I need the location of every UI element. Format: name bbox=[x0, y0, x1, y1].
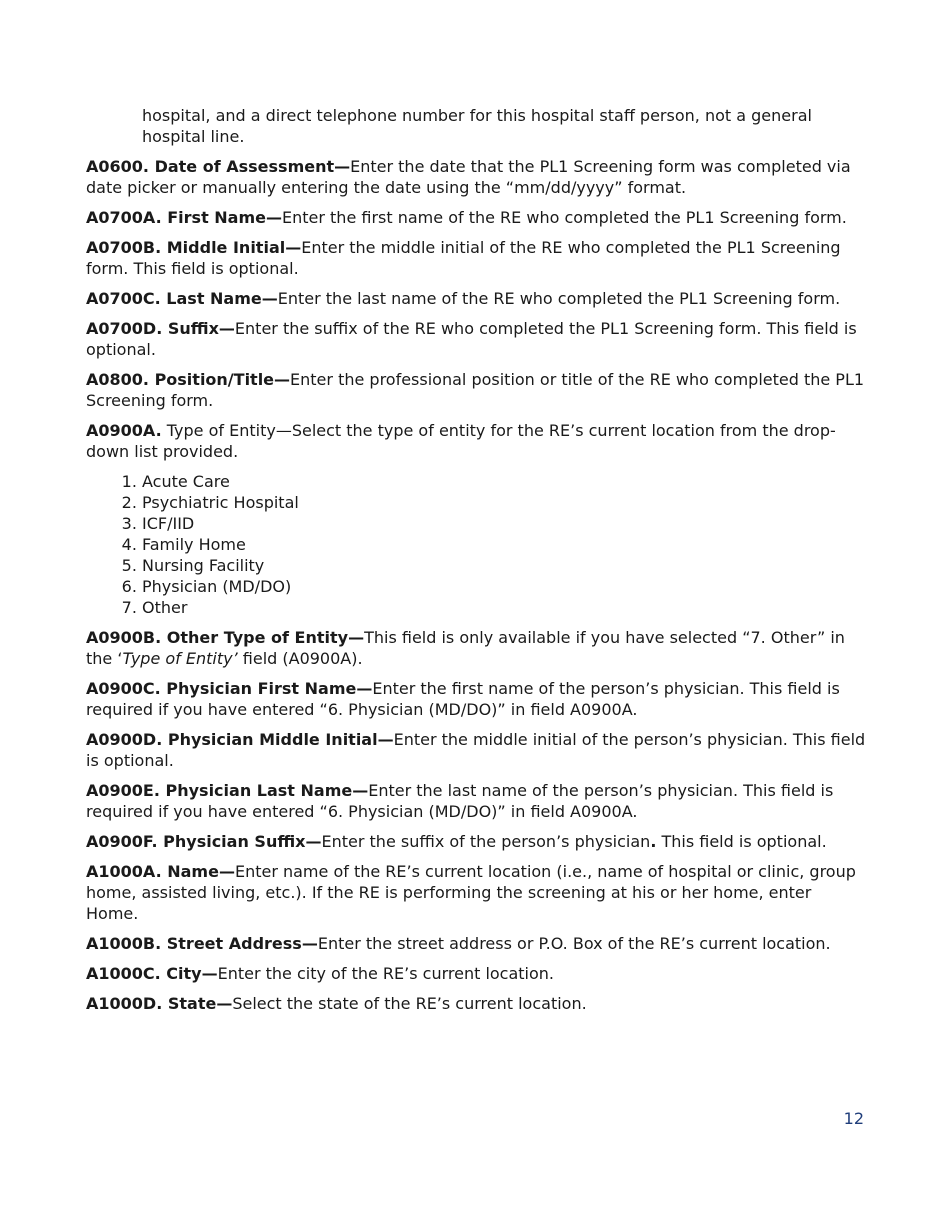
bold-period: . bbox=[650, 832, 657, 851]
field-label: A0700D. Suffix— bbox=[86, 319, 235, 338]
field-a0900d bbox=[86, 729, 866, 771]
field-description: Enter the middle initial of the RE who completed the PL1 Screening form. This field is optional. bbox=[86, 238, 841, 278]
field-a0700a bbox=[86, 207, 866, 228]
field-description: Enter the street address or P.O. Box of the RE’s current location. bbox=[317, 934, 831, 953]
field-description: Enter name of the RE’s current location (i.e., name of hospital or clinic, group home, assisted living, etc.). If the RE is performing the screening at his or her home, enter Home. bbox=[86, 862, 856, 923]
field-label: A0900C. Physician First Name— bbox=[86, 679, 373, 698]
field-label: A0700C. Last Name— bbox=[86, 289, 278, 308]
field-description: Enter the first name of the RE who completed the PL1 Screening form. bbox=[282, 208, 847, 227]
continuation-paragraph: hospital, and a direct telephone number for this hospital staff person, not a general hospital line. bbox=[142, 106, 812, 146]
field-a1000c bbox=[86, 963, 866, 984]
field-a0900e bbox=[86, 780, 866, 822]
field-description: This field is only available if you have selected “7. Other” in the ‘ bbox=[86, 628, 845, 668]
list-item: 4. Family Home bbox=[142, 534, 866, 555]
field-a0900a bbox=[86, 420, 866, 462]
field-a1000b bbox=[86, 933, 866, 954]
field-label: A0800. Position/Title— bbox=[86, 370, 291, 389]
field-a0900b bbox=[86, 627, 866, 669]
field-a0900c bbox=[86, 678, 866, 720]
list-item: 3. ICF/IID bbox=[142, 513, 866, 534]
field-label: A1000B. Street Address— bbox=[86, 934, 318, 953]
field-a0700c bbox=[86, 288, 866, 309]
field-reference: Type of Entity’ bbox=[122, 649, 238, 668]
field-description: Enter the middle initial of the person’s physician. This field is optional. bbox=[86, 730, 866, 770]
field-description-end: field (A0900A). bbox=[237, 649, 363, 668]
field-label: A0900B. Other Type of Entity— bbox=[86, 628, 365, 647]
field-label: A0900E. Physician Last Name— bbox=[86, 781, 369, 800]
list-item: 5. Nursing Facility bbox=[142, 555, 866, 576]
field-description: Enter the first name of the person’s physician. This field is required if you have entered “6. Physician (MD/DO)” in field A0900A. bbox=[86, 679, 840, 719]
field-description: Enter the last name of the person’s physician. This field is required if you have entered “6. Physician (MD/DO)” in field A0900A. bbox=[86, 781, 834, 821]
field-description: Select the state of the RE’s current location. bbox=[232, 994, 587, 1013]
list-item: 7. Other bbox=[142, 597, 866, 618]
field-label: A0900A. bbox=[86, 421, 162, 440]
list-item: 6. Physician (MD/DO) bbox=[142, 576, 866, 597]
field-description: Enter the last name of the RE who completed the PL1 Screening form. bbox=[277, 289, 841, 308]
field-label: A0700B. Middle Initial— bbox=[86, 238, 302, 257]
field-a0800 bbox=[86, 369, 866, 411]
field-label: A1000D. State— bbox=[86, 994, 233, 1013]
field-a0900f bbox=[86, 831, 866, 852]
field-a0700b bbox=[86, 237, 866, 279]
list-item: 2. Psychiatric Hospital bbox=[142, 492, 866, 513]
field-description: Type of Entity—Select the type of entity for the RE’s current location from the drop-down list provided. bbox=[86, 421, 836, 461]
field-label: A0700A. First Name— bbox=[86, 208, 282, 227]
entity-type-list bbox=[86, 471, 866, 618]
field-a0600 bbox=[86, 156, 866, 198]
field-label: A0900D. Physician Middle Initial— bbox=[86, 730, 394, 749]
field-description: Enter the suffix of the RE who completed the PL1 Screening form. This field is optional. bbox=[86, 319, 857, 359]
page-number: 12 bbox=[843, 1109, 864, 1128]
list-item: 1. Acute Care bbox=[142, 471, 866, 492]
document-body bbox=[86, 105, 866, 1023]
field-a0700d bbox=[86, 318, 866, 360]
field-description: Enter the date that the PL1 Screening form was completed via date picker or manually entering the date using the “mm/dd/yyyy” format. bbox=[86, 157, 851, 197]
field-label: A1000C. City— bbox=[86, 964, 218, 983]
field-description: Enter the suffix of the person’s physician bbox=[321, 832, 651, 851]
field-a1000a bbox=[86, 861, 866, 924]
field-label: A0900F. Physician Suffix— bbox=[86, 832, 322, 851]
field-description: Enter the city of the RE’s current location. bbox=[217, 964, 555, 983]
field-description: Enter the professional position or title of the RE who completed the PL1 Screening form. bbox=[86, 370, 865, 410]
field-label: A1000A. Name— bbox=[86, 862, 235, 881]
field-label: A0600. Date of Assessment— bbox=[86, 157, 351, 176]
field-description-end: This field is optional. bbox=[656, 832, 827, 851]
field-a1000d bbox=[86, 993, 866, 1014]
